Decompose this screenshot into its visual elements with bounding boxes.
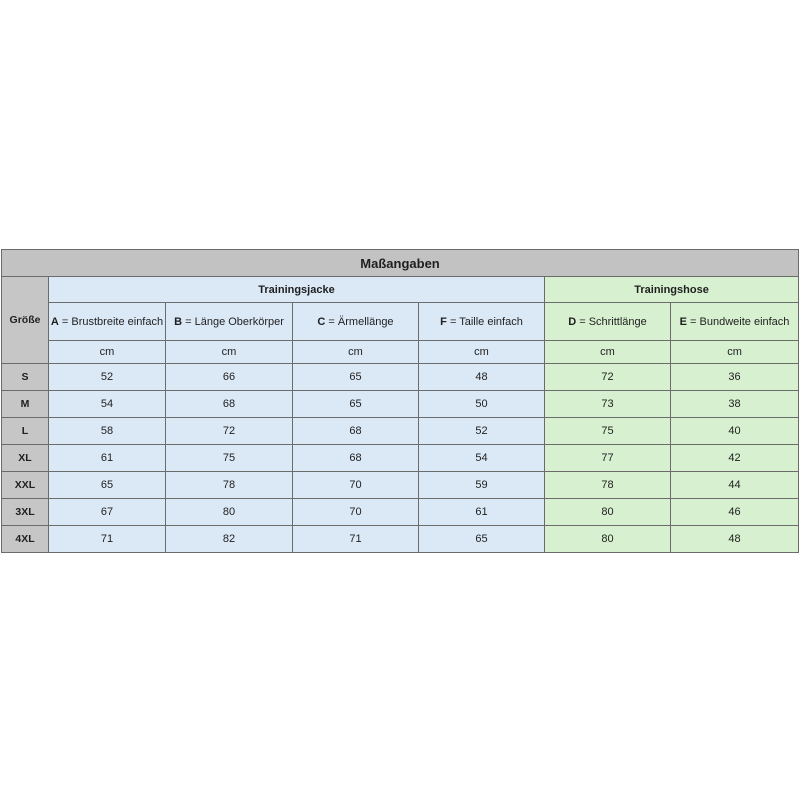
table-row (2, 526, 799, 553)
value-cell: 48 (419, 364, 545, 391)
size-chart-table (1, 249, 799, 553)
group-header-trainingsjacke: Trainingsjacke (49, 277, 545, 303)
size-label: XXL (2, 472, 49, 499)
value-cell: 46 (671, 499, 799, 526)
value-cell: 42 (671, 445, 799, 472)
value-cell: 71 (49, 526, 166, 553)
value-cell: 70 (293, 499, 419, 526)
column-header-c (293, 303, 419, 341)
value-cell: 61 (49, 445, 166, 472)
value-cell: 80 (166, 499, 293, 526)
table-row (2, 391, 799, 418)
column-code: D (568, 315, 577, 328)
unit-cell: cm (419, 341, 545, 364)
column-label: = Bundweite einfach (686, 315, 790, 328)
table-row (2, 364, 799, 391)
value-cell: 54 (419, 445, 545, 472)
value-cell: 71 (293, 526, 419, 553)
size-label: S (2, 364, 49, 391)
value-cell: 38 (671, 391, 799, 418)
table-row (2, 472, 799, 499)
value-cell: 48 (671, 526, 799, 553)
value-cell: 75 (166, 445, 293, 472)
value-cell: 58 (49, 418, 166, 445)
column-header-e (671, 303, 799, 341)
table-row (2, 445, 799, 472)
value-cell: 68 (166, 391, 293, 418)
unit-cell: cm (545, 341, 671, 364)
column-code: E (679, 315, 687, 328)
size-label: XL (2, 445, 49, 472)
table-title: Maßangaben (2, 250, 799, 277)
value-cell: 40 (671, 418, 799, 445)
value-cell: 59 (419, 472, 545, 499)
column-code: A (50, 315, 59, 328)
column-label: = Schrittlänge (576, 315, 647, 328)
table-row (2, 499, 799, 526)
column-header-d (545, 303, 671, 341)
value-cell: 72 (545, 364, 671, 391)
size-label: 4XL (2, 526, 49, 553)
column-header-f (419, 303, 545, 341)
value-cell: 66 (166, 364, 293, 391)
size-column-header: Größe (2, 277, 49, 364)
value-cell: 52 (49, 364, 166, 391)
value-cell: 78 (545, 472, 671, 499)
value-cell: 65 (293, 364, 419, 391)
value-cell: 73 (545, 391, 671, 418)
unit-cell: cm (671, 341, 799, 364)
value-cell: 70 (293, 472, 419, 499)
column-header-a (49, 303, 166, 341)
size-label: L (2, 418, 49, 445)
value-cell: 68 (293, 418, 419, 445)
unit-cell: cm (166, 341, 293, 364)
value-cell: 65 (293, 391, 419, 418)
unit-cell: cm (49, 341, 166, 364)
value-cell: 36 (671, 364, 799, 391)
value-cell: 52 (419, 418, 545, 445)
value-cell: 65 (419, 526, 545, 553)
size-label: 3XL (2, 499, 49, 526)
column-label: = Länge Oberkörper (182, 315, 284, 328)
column-label: = Brustbreite einfach (58, 315, 164, 328)
value-cell: 65 (49, 472, 166, 499)
column-code: C (317, 315, 326, 328)
column-header-b (166, 303, 293, 341)
column-code: B (174, 315, 183, 328)
group-header-trainingshose: Trainingshose (545, 277, 799, 303)
value-cell: 80 (545, 526, 671, 553)
value-cell: 50 (419, 391, 545, 418)
value-cell: 54 (49, 391, 166, 418)
value-cell: 44 (671, 472, 799, 499)
value-cell: 75 (545, 418, 671, 445)
value-cell: 78 (166, 472, 293, 499)
column-code: F (440, 315, 447, 328)
column-label: = Taille einfach (446, 315, 523, 328)
value-cell: 68 (293, 445, 419, 472)
table-row (2, 418, 799, 445)
column-label: = Ärmellänge (325, 315, 394, 328)
value-cell: 67 (49, 499, 166, 526)
value-cell: 80 (545, 499, 671, 526)
size-label: M (2, 391, 49, 418)
value-cell: 77 (545, 445, 671, 472)
value-cell: 72 (166, 418, 293, 445)
unit-cell: cm (293, 341, 419, 364)
value-cell: 82 (166, 526, 293, 553)
value-cell: 61 (419, 499, 545, 526)
